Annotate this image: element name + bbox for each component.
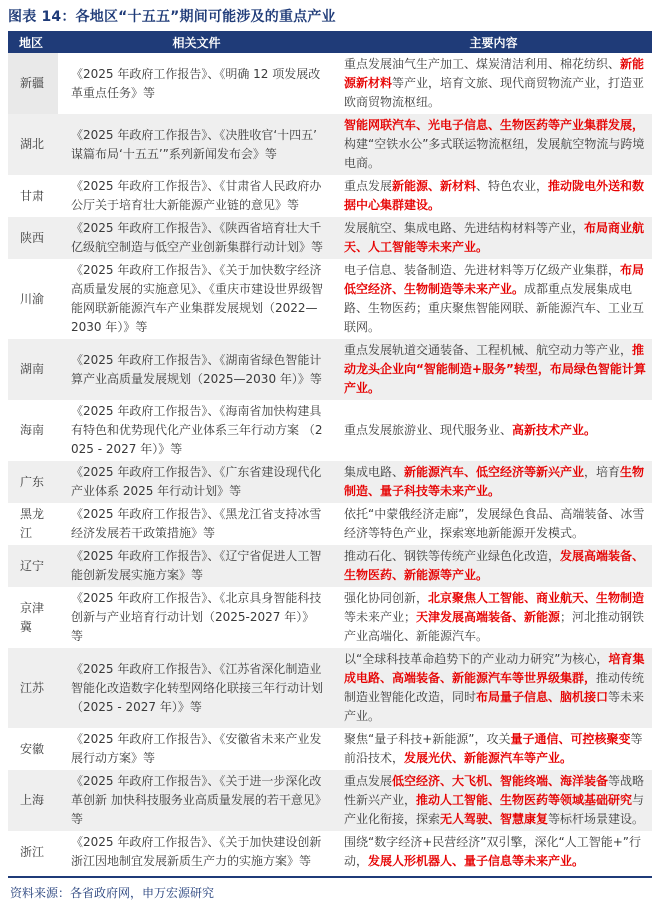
highlighted-industry-text: 生物制造、量子科技等未来产业。 [344, 465, 645, 498]
table-row [8, 831, 652, 873]
table-row [8, 503, 652, 545]
main-content-cell [335, 648, 652, 728]
plain-text: 构建“空铁水公”多式联运物流枢纽，发展航空物流与跨境电商。 [344, 137, 645, 170]
region-cell: 浙江 [20, 844, 45, 859]
related-docs-cell: 《2025 年政府工作报告》、《广东省建设现代化产业体系 2025 年行动计划》等 [71, 465, 322, 498]
main-content-cell [335, 400, 652, 461]
main-content-cell [335, 217, 652, 259]
plain-text: 以“全球科技革命趋势下的产业动力研究”为核心， [344, 652, 609, 666]
plain-text: 集成电路、 [344, 465, 405, 479]
plain-text: 重点发展 [344, 179, 393, 193]
highlighted-industry-text: 推动人工智能、生物医药等领域基础研究 [416, 793, 633, 807]
table-row [8, 545, 652, 587]
plain-text: 成都重点发展集成电路、生物医药；重庆聚焦智能网联、新能源汽车、工业互联网。 [344, 282, 645, 334]
related-docs-cell: 《2025 年政府工作报告》、《安徽省未来产业发展行动方案》等 [71, 732, 322, 765]
plain-text: 重点发展油气生产加工、煤炭清洁利用、棉花纺织、 [344, 57, 621, 71]
highlighted-industry-text: 培育集成电路、高端装备、新能源汽车等世界级集群， [344, 652, 645, 685]
related-docs-cell: 《2025 年政府工作报告》、《决胜收官‘十四五’ 谋篇布局‘十五五’”系列新闻发布会》等 [71, 127, 317, 161]
plain-text: 重点发展 [344, 774, 393, 788]
table-row [8, 339, 652, 400]
table-row [8, 175, 652, 217]
highlighted-industry-text: 智能网联汽车、光电子信息、生物医药等产业集群发展， [344, 118, 645, 132]
highlighted-industry-text: 推动龙头企业向“智能制造+服务”转型，布局绿色智能计算产业。 [344, 343, 646, 395]
table-row [8, 400, 652, 461]
table-row [8, 728, 652, 770]
related-docs-cell: 《2025 年政府工作报告》、《辽宁省促进人工智能创新发展实施方案》等 [71, 549, 322, 582]
highlighted-industry-text: 高新技术产业。 [512, 423, 597, 437]
figure-title: 图表 14：各地区“十五五”期间可能涉及的重点产业 [8, 9, 336, 25]
table-row [8, 53, 652, 114]
table-row [8, 648, 652, 728]
header-cell-content: 主要内容 [335, 31, 652, 53]
plain-text: 强化协同创新， [344, 591, 429, 605]
header-cell-region: 地区 [8, 31, 58, 53]
plain-text: 推动传统制造业智能化改造，同时 [344, 671, 645, 704]
highlighted-industry-text: 北京聚焦人工智能、商业航天、生物制造 [428, 591, 645, 605]
highlighted-industry-text: 推动陇电外送和数据中心集群建设。 [344, 179, 645, 212]
highlighted-industry-text: 新能源、新材料 [392, 179, 477, 193]
region-cell: 广东 [20, 474, 45, 489]
related-docs-cell: 《2025 年政府工作报告》、《甘肃省人民政府办公厅关于培育壮大新能源产业链的意见》等 [71, 179, 322, 212]
highlighted-industry-text: 量子通信、可控核聚变 [510, 732, 631, 746]
region-cell: 黑龙江 [20, 507, 45, 540]
plain-text: 依托“中蒙俄经济走廊”，发展绿色食品、高端装备、冰雪经济等特色产业，探索寒地新能源开发模式。 [344, 507, 645, 540]
table-row [8, 217, 652, 259]
plain-text: 重点发展旅游业、现代服务业、 [344, 423, 513, 437]
plain-text: 等标杆场景建设。 [548, 812, 645, 826]
main-content-cell [335, 503, 652, 545]
highlighted-industry-text: 发展高端装备、生物医药、新能源等产业。 [344, 549, 645, 582]
region-cell: 甘肃 [20, 188, 45, 203]
highlighted-industry-text: 发展人形机器人、量子信息等未来产业。 [368, 854, 585, 868]
plain-text: 与产业化衔接，探索 [344, 793, 645, 826]
main-content-cell [335, 461, 652, 503]
highlighted-industry-text: 低空经济、大飞机、智能终端、海洋装备 [392, 774, 609, 788]
main-content-cell [335, 114, 652, 175]
main-content-cell [335, 545, 652, 587]
plain-text: 等战略性新兴产业， [344, 774, 645, 807]
plain-text: 等未来产业； [344, 610, 417, 624]
header-cell-docs: 相关文件 [58, 31, 335, 53]
highlighted-industry-text: 新能源新材料 [344, 57, 645, 90]
plain-text: ，培育 [584, 465, 621, 479]
plain-text: 聚焦“量子科技+新能源”，攻关 [344, 732, 511, 746]
highlighted-industry-text: 新能源汽车、低空经济等新兴产业 [404, 465, 585, 479]
region-cell: 辽宁 [20, 558, 45, 573]
highlighted-industry-text: 布局商业航天、人工智能等未来产业。 [344, 221, 645, 254]
main-content-cell [335, 587, 652, 648]
table-header-row [8, 31, 652, 53]
region-cell: 新疆 [8, 53, 58, 114]
related-docs-cell: 《2025 年政府工作报告》、《北京具身智能科技创新与产业培育行动计划（2025-2027 年）》等 [71, 591, 322, 643]
related-docs-cell: 《2025 年政府工作报告》、《关于加快数字经济高质量发展的实施意见》、《重庆市建设世界级智能网联新能源汽车产业集群发展规划（2022—2030 年）》等 [71, 263, 324, 334]
related-docs-cell: 《2025 年政府工作报告》、《关于进一步深化改革创新 加快科技服务业高质量发展的若干意见》等 [71, 774, 322, 826]
plain-text: 围绕“数字经济+民营经济”双引擎，深化“人工智能+”行动， [344, 835, 641, 868]
related-docs-cell: 《2025 年政府工作报告》、《湖南省绿色智能计算产业高质量发展规划（2025—2030 年）》等 [71, 352, 322, 386]
main-content-cell [335, 831, 652, 873]
related-docs-cell: 《2025 年政府工作报告》、《江苏省深化制造业智能化改造数字化转型网络化联接三年行动计划（2025 - 2027 年）》等 [71, 661, 324, 714]
main-content-cell [335, 53, 652, 114]
region-cell: 川渝 [20, 291, 45, 306]
regional-industry-table [8, 31, 652, 873]
plain-text: 电子信息、装备制造、先进材料等万亿级产业集群， [344, 263, 621, 277]
plain-text: 等未来产业。 [344, 690, 645, 723]
table-row [8, 770, 652, 831]
main-content-cell [335, 175, 652, 217]
plain-text: 等前沿技术， [344, 732, 643, 765]
highlighted-industry-text: 布局低空经济、生物制造等未来产业。 [344, 263, 645, 296]
main-content-cell [335, 770, 652, 831]
highlighted-industry-text: 无人驾驶、智慧康复 [440, 812, 549, 826]
highlighted-industry-text: 布局量子信息、脑机接口 [476, 690, 609, 704]
region-cell: 陕西 [20, 230, 45, 245]
table-row [8, 259, 652, 339]
related-docs-cell: 《2025 年政府工作报告》、《黑龙江省支持冰雪经济发展若干政策措施》等 [71, 507, 322, 540]
table-row [8, 461, 652, 503]
main-content-cell [335, 259, 652, 339]
plain-text: 等产业，培育文旅、现代商贸物流产业，打造亚欧商贸物流枢纽。 [344, 76, 645, 109]
related-docs-cell: 《2025 年政府工作报告》、《关于加快建设创新浙江因地制宜发展新质生产力的实施方案》等 [71, 835, 322, 868]
highlighted-industry-text: 发展光伏、新能源汽车等产业。 [404, 751, 573, 765]
main-content-cell [335, 339, 652, 400]
plain-text: 推动石化、钢铁等传统产业绿色化改造， [344, 549, 561, 563]
main-content-cell [335, 728, 652, 770]
table-row [8, 587, 652, 648]
table-head [8, 31, 652, 53]
table-body [8, 53, 652, 873]
highlighted-industry-text: 天津发展高端装备、新能源 [416, 610, 561, 624]
region-cell: 海南 [20, 423, 45, 437]
region-cell: 湖南 [20, 362, 45, 376]
region-cell: 上海 [20, 793, 45, 807]
plain-text: 、特色农业， [476, 179, 549, 193]
plain-text: 发展航空、集成电路、先进结构材料等产业， [344, 221, 585, 235]
region-cell: 京津冀 [20, 600, 45, 634]
source-note: 资料来源：各省政府网，申万宏源研究 [8, 876, 652, 905]
related-docs-cell: 《2025 年政府工作报告》、《海南省加快构建具有特色和优势现代化产业体系三年行动方案 （2025 - 2027 年）》等 [71, 404, 323, 456]
plain-text: ；河北推动钢铁产业高端化、新能源汽车。 [344, 610, 645, 643]
region-cell: 江苏 [20, 680, 45, 695]
related-docs-cell: 《2025 年政府工作报告》、《陕西省培育壮大千亿级航空制造与低空产业创新集群行动计划》等 [71, 221, 324, 254]
plain-text: 重点发展轨道交通装备、工程机械、航空动力等产业， [344, 343, 633, 357]
related-docs-cell: 《2025 年政府工作报告》、《明确 12 项发展改革重点任务》等 [71, 66, 321, 100]
region-cell: 湖北 [20, 137, 45, 151]
region-cell: 安徽 [20, 741, 45, 756]
table-row [8, 114, 652, 175]
